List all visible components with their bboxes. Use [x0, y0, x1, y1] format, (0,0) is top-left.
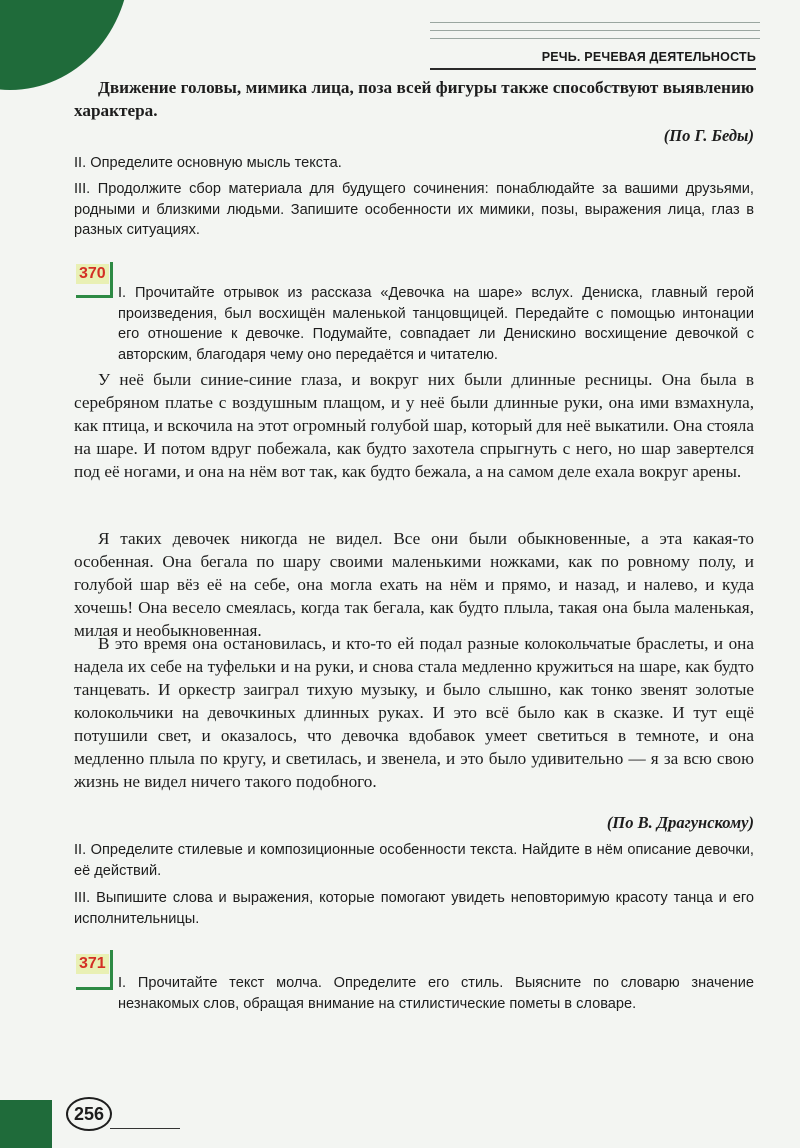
story-paragraph-3: В это время она остановилась, и кто-то ей подал разные колокольчатые браслеты, и она надела их себе на туфельки и на руки, и снова стала медленно кружиться на шаре, как будто танцевать. И оркестр заиграл тихую музыку, и было слышно, как тонко звенят золотые колокольчики на девочкиных длинных руках. И это всё было как в сказке. И тут ещё потушили свет, и оказалось, что девочка вдобавок умеет светиться в темноте, и она медленно плыла по кругу, и светилась, и звенела, и это было удивительно — я за всю свою жизнь не видел ничего такого подобного. — [74, 634, 754, 791]
exercise-371-marker — [110, 950, 113, 990]
header-rule — [430, 68, 756, 70]
page-number-rule — [110, 1128, 180, 1129]
exercise-370-underline — [76, 295, 110, 298]
task-iii-top: III. Продолжите сбор материала для будущего сочинения: понаблюдайте за вашими друзьями, родными и близкими людьми. Запишите особенности их мимики, позы, выражения лица, глаз в разных ситуациях. — [74, 181, 754, 238]
exercise-370-task-iii: III. Выпишите слова и выражения, которые помогают увидеть неповторимую красоту танца и его исполнительницы. — [74, 890, 754, 927]
exercise-371-task-i: I. Прочитайте текст молча. Определите его стиль. Выясните по словарю значение незнакомых слов, обращая внимание на стилистические пометы в словаре. — [118, 975, 754, 1012]
story-paragraph-2: Я таких девочек никогда не видел. Все они были обыкновенные, а эта какая-то особенная. Она бегала по шару своими маленькими ножками, как по ровному полу, и голубой шар вёз её на себе, она могла ехать на нём и прямо, и назад, и налево, и куда хочешь! Она весело смеялась, когда так бегала, как будто плыла, такая она была маленькая, милая и необыкновенная. — [74, 529, 754, 640]
exercise-number-370: 370 — [76, 264, 109, 284]
bottom-decoration — [0, 1100, 52, 1148]
exercise-370-task-i: I. Прочитайте отрывок из рассказа «Девочка на шаре» вслух. Дениска, главный герой произведения, был восхищён маленькой танцовщицей. Передайте с помощью интонации его отношение к девочке. Подумайте, совпадает ли Денискино восхищение девочкой с авторским, благодаря чему оно передаётся и читателю. — [118, 285, 754, 363]
section-title: РЕЧЬ. РЕЧЕВАЯ ДЕЯТЕЛЬНОСТЬ — [541, 50, 756, 64]
exercise-371-underline — [76, 987, 110, 990]
exercise-number-371: 371 — [76, 954, 109, 974]
exercise-370-marker — [110, 262, 113, 298]
task-ii-top: II. Определите основную мысль текста. — [74, 155, 342, 171]
intro-source: (По Г. Беды) — [663, 126, 754, 145]
header-lines — [430, 22, 760, 46]
story-source: (По В. Драгунскому) — [606, 813, 754, 832]
intro-paragraph: Движение головы, мимика лица, поза всей фигуры также способствуют выявлению характера. — [74, 78, 754, 120]
exercise-370-task-ii: II. Определите стилевые и композиционные особенности текста. Найдите в нём описание девочки, её действий. — [74, 842, 754, 879]
story-paragraph-1: У неё были синие-синие глаза, и вокруг них были длинные ресницы. Она была в серебряном платье с воздушным плащом, и у неё были длинные руки, она ими взмахнула, как птица, и вскочила на этот огромный голубой шар, который для неё выкатили. Она стояла на шаре. И потом вдруг побежала, как будто захотела спрыгнуть с него, но шар завертелся под её ногами, и она на нём вот так, как будто бежала, а на самом деле ехала вокруг арены. — [74, 370, 754, 481]
page-number: 256 — [66, 1097, 112, 1131]
